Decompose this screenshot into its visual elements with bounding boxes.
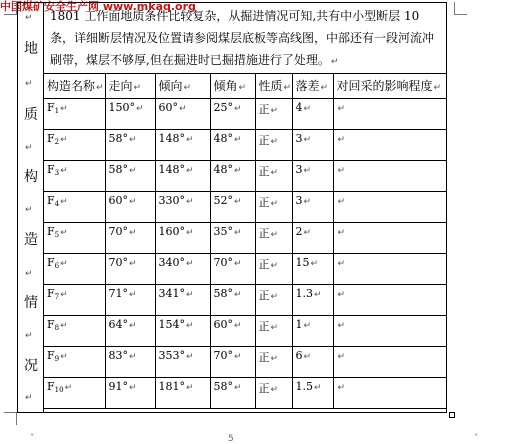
fault-impact-cell[interactable]: ↵ xyxy=(333,347,446,378)
fault-strike-cell[interactable]: 70°↵ xyxy=(105,254,155,285)
paragraph-mark: ↵ xyxy=(25,13,33,23)
fault-nature-cell[interactable]: 正↵ xyxy=(255,316,292,347)
fault-throw-cell[interactable]: 3↵ xyxy=(292,161,333,192)
fault-dip-cell[interactable]: 35°↵ xyxy=(210,223,255,254)
fault-throw-cell[interactable]: 4↵ xyxy=(292,99,333,130)
header-cell: 构造名称↵ xyxy=(44,74,105,99)
paragraph-mark: ↵ xyxy=(25,269,33,279)
crop-mark-top-right xyxy=(454,2,467,15)
crop-mark-top-left xyxy=(4,2,17,15)
fault-nature-cell[interactable]: 正↵ xyxy=(255,161,292,192)
fault-name-cell[interactable]: $F_4↵$ xyxy=(44,192,105,223)
fault-name-cell[interactable]: $F_9↵$ xyxy=(44,347,105,378)
fault-nature-cell[interactable]: 正↵ xyxy=(255,378,292,409)
fault-strike-cell[interactable]: 60°↵ xyxy=(105,192,155,223)
header-cell: 性质↵ xyxy=(255,74,292,99)
intro-text: 1801 工作面地质条件比较复杂，从掘进情况可知,共有中小型断层 10条，详细断层情况及位置请参阅煤层底板等高线图，中部还有一段河流冲刷带，煤层不够厚,但在掘进时已掘措施进行了处理。 xyxy=(50,9,435,67)
fault-dip-dir-cell[interactable]: 160°↵ xyxy=(155,223,210,254)
header-cell: 走向↵ xyxy=(105,74,155,99)
fault-impact-cell[interactable]: ↵ xyxy=(333,378,446,409)
fault-name-cell[interactable]: $F_7↵$ xyxy=(44,285,105,316)
fault-impact-cell[interactable]: ↵ xyxy=(333,254,446,285)
fault-dip-dir-cell[interactable]: 353°↵ xyxy=(155,347,210,378)
side-title-char: 质 xyxy=(24,107,38,123)
fault-impact-cell[interactable]: ↵ xyxy=(333,130,446,161)
fault-dip-cell[interactable]: 58°↵ xyxy=(210,285,255,316)
fault-nature-cell[interactable]: 正↵ xyxy=(255,223,292,254)
fault-nature-cell[interactable]: 正↵ xyxy=(255,254,292,285)
fault-dip-cell[interactable]: 58°↵ xyxy=(210,378,255,409)
paragraph-mark: ↵ xyxy=(25,143,33,153)
footer-tick-mark: ˇ xyxy=(30,434,35,444)
fault-nature-cell[interactable]: 正↵ xyxy=(255,130,292,161)
table-row xyxy=(44,254,446,285)
paragraph-mark: ↵ xyxy=(25,205,33,215)
side-title-char: 地 xyxy=(24,41,38,57)
table-header-row xyxy=(44,74,446,99)
fault-impact-cell[interactable]: ↵ xyxy=(333,316,446,347)
footer-tick-mark: ˇ xyxy=(474,434,479,444)
fault-strike-cell[interactable]: 70°↵ xyxy=(105,223,155,254)
table-row xyxy=(44,378,446,409)
fault-strike-cell[interactable]: 58°↵ xyxy=(105,161,155,192)
fault-throw-cell[interactable]: 2↵ xyxy=(292,223,333,254)
fault-strike-cell[interactable]: 91°↵ xyxy=(105,378,155,409)
fault-dip-dir-cell[interactable]: 330°↵ xyxy=(155,192,210,223)
table-row xyxy=(44,285,446,316)
table-row xyxy=(44,161,446,192)
table-row xyxy=(44,223,446,254)
table-row xyxy=(44,99,446,130)
fault-throw-cell[interactable]: 1↵ xyxy=(292,316,333,347)
fault-dip-dir-cell[interactable]: 154°↵ xyxy=(155,316,210,347)
fault-dip-cell[interactable]: 52°↵ xyxy=(210,192,255,223)
side-title-column xyxy=(18,3,44,412)
fault-dip-cell[interactable]: 70°↵ xyxy=(210,347,255,378)
fault-dip-cell[interactable]: 48°↵ xyxy=(210,130,255,161)
fault-dip-dir-cell[interactable]: 60°↵ xyxy=(155,99,210,130)
fault-nature-cell[interactable]: 正↵ xyxy=(255,99,292,130)
fault-throw-cell[interactable]: 6↵ xyxy=(292,347,333,378)
fault-name-cell[interactable]: $F_{10}↵$ xyxy=(44,378,105,409)
fault-dip-cell[interactable]: 70°↵ xyxy=(210,254,255,285)
fault-strike-cell[interactable]: 150°↵ xyxy=(105,99,155,130)
fault-dip-dir-cell[interactable]: 340°↵ xyxy=(155,254,210,285)
paragraph-mark: ↵ xyxy=(25,393,33,403)
header-cell: 落差↵ xyxy=(292,74,333,99)
fault-table xyxy=(44,74,446,409)
table-row xyxy=(44,316,446,347)
fault-strike-cell[interactable]: 58°↵ xyxy=(105,130,155,161)
header-cell: 对回采的影响程度↵ xyxy=(333,74,446,99)
table-resize-handle[interactable] xyxy=(449,412,455,418)
fault-name-cell[interactable]: $F_2↵$ xyxy=(44,130,105,161)
fault-impact-cell[interactable]: ↵ xyxy=(333,285,446,316)
site-watermark: 中国煤矿安全生产网 www.mkaq.org xyxy=(0,0,196,13)
fault-impact-cell[interactable]: ↵ xyxy=(333,223,446,254)
document-table xyxy=(17,2,447,413)
fault-dip-cell[interactable]: 25°↵ xyxy=(210,99,255,130)
fault-dip-cell[interactable]: 60°↵ xyxy=(210,316,255,347)
fault-throw-cell[interactable]: 1.5↵ xyxy=(292,378,333,409)
fault-dip-cell[interactable]: 48°↵ xyxy=(210,161,255,192)
header-cell: 倾角↵ xyxy=(210,74,255,99)
table-row xyxy=(44,192,446,223)
side-title-char: 情 xyxy=(24,295,38,311)
fault-dip-dir-cell[interactable]: 148°↵ xyxy=(155,161,210,192)
page-number: 5 xyxy=(228,434,234,444)
fault-dip-dir-cell[interactable]: 341°↵ xyxy=(155,285,210,316)
fault-impact-cell[interactable]: ↵ xyxy=(333,161,446,192)
fault-nature-cell[interactable]: 正↵ xyxy=(255,347,292,378)
fault-throw-cell[interactable]: 1.3↵ xyxy=(292,285,333,316)
side-title-char: 造 xyxy=(24,232,38,248)
side-title-char: 况 xyxy=(24,358,38,374)
fault-throw-cell[interactable]: 3↵ xyxy=(292,192,333,223)
header-cell: 倾向↵ xyxy=(155,74,210,99)
paragraph-mark: ↵ xyxy=(330,57,339,67)
fault-name-cell[interactable]: $F_6↵$ xyxy=(44,254,105,285)
fault-dip-dir-cell[interactable]: 148°↵ xyxy=(155,130,210,161)
intro-paragraph[interactable] xyxy=(44,3,446,74)
fault-name-cell[interactable]: $F_1↵$ xyxy=(44,99,105,130)
fault-strike-cell[interactable]: 64°↵ xyxy=(105,316,155,347)
fault-throw-cell[interactable]: 15↵ xyxy=(292,254,333,285)
fault-strike-cell[interactable]: 71°↵ xyxy=(105,285,155,316)
fault-throw-cell[interactable]: 3↵ xyxy=(292,130,333,161)
fault-nature-cell[interactable]: 正↵ xyxy=(255,285,292,316)
table-row xyxy=(44,347,446,378)
paragraph-mark: ↵ xyxy=(25,331,33,341)
fault-nature-cell[interactable]: 正↵ xyxy=(255,192,292,223)
fault-name-cell[interactable]: $F_8↵$ xyxy=(44,316,105,347)
fault-strike-cell[interactable]: 83°↵ xyxy=(105,347,155,378)
crop-mark-bottom-left xyxy=(4,412,17,425)
fault-impact-cell[interactable]: ↵ xyxy=(333,99,446,130)
side-title-char: 构 xyxy=(24,169,38,185)
fault-name-cell[interactable]: $F_3↵$ xyxy=(44,161,105,192)
table-row xyxy=(44,130,446,161)
fault-impact-cell[interactable]: ↵ xyxy=(333,192,446,223)
fault-dip-dir-cell[interactable]: 181°↵ xyxy=(155,378,210,409)
fault-name-cell[interactable]: $F_5↵$ xyxy=(44,223,105,254)
paragraph-mark: ↵ xyxy=(25,79,33,89)
